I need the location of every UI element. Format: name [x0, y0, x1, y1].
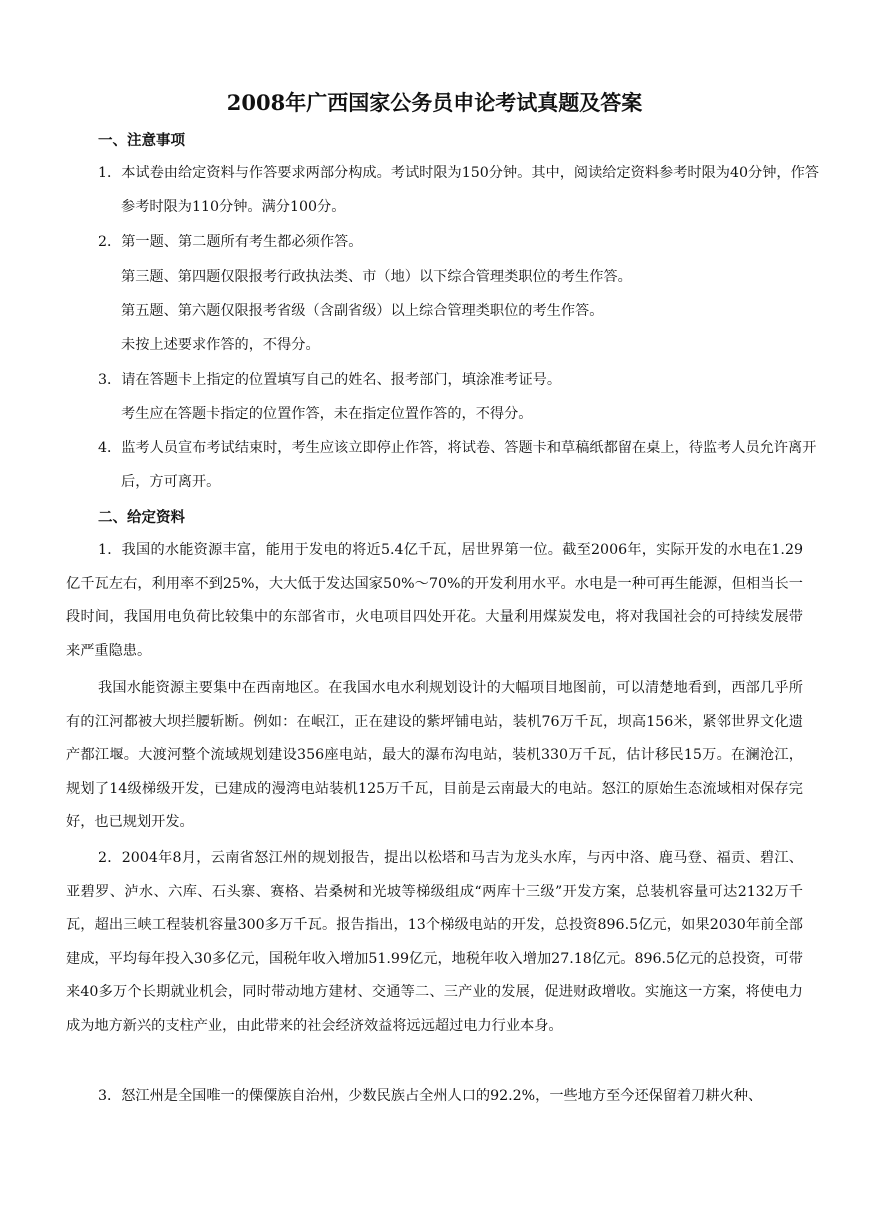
section-heading-notes: 一、注意事项 — [98, 132, 185, 149]
notes-item-2-sub-2: 第五题、第六题仅限报考省级（含副省级）以上综合管理类职位的考生作答。 — [121, 303, 604, 319]
notes-item-4: 4．监考人员宣布考试结束时，考生应该立即停止作答，将试卷、答题卡和草稿纸都留在桌上，待监考人员允许离开后，方可离开。 — [98, 440, 817, 490]
material-paragraph-4: 3．怒江州是全国唯一的傈僳族自治州，少数民族占全州人口的92.2%，一些地方至今还保留着刀耕火种、 — [98, 1088, 763, 1104]
material-paragraph-1: 1．我国的水能资源丰富，能用于发电的将近5.4亿千瓦，居世界第一位。截至2006年，实际开发的水电在1.29亿千瓦左右，利用率不到25%，大大低于发达国家50%～70%的开发利用水平。水电是一种可再生能源，但相当长一段时间，我国用电负荷比较集中的东部省市，火电项目四处开花。大量利用煤炭发电，将对我国社会的可持续发展带来严重隐患。 — [66, 542, 803, 659]
notes-item-2: 2．第一题、第二题所有考生都必须作答。 — [98, 234, 363, 250]
notes-item-2-sub-3: 未按上述要求作答的，不得分。 — [121, 337, 320, 353]
section-heading-materials: 二、给定资料 — [98, 509, 185, 526]
notes-item-3-sub-1: 考生应在答题卡指定的位置作答，未在指定位置作答的，不得分。 — [121, 406, 533, 422]
notes-item-2-sub-1: 第三题、第四题仅限报考行政执法类、市（地）以下综合管理类职位的考生作答。 — [121, 269, 632, 285]
material-paragraph-3: 2．2004年8月，云南省怒江州的规划报告，提出以松塔和马吉为龙头水库，与丙中洛、鹿马登、福贡、碧江、亚碧罗、泸水、六库、石头寨、赛格、岩桑树和光坡等梯级组成“两库十三级”开发方案，总装机容量可达2132万千瓦，超出三峡工程装机容量300多万千瓦。报告指出，13个梯级电站的开发，总投资896.5亿元，如果2030年前全部建成，平均每年投入30多亿元，国税年收入增加51.99亿元，地税年收入增加27.18亿元。896.5亿元的总投资，可带来40多万个长期就业机会，同时带动地方建材、交通等二、三产业的发展，促进财政增收。实施这一方案，将使电力成为地方新兴的支柱产业，由此带来的社会经济效益将远远超过电力行业本身。 — [66, 850, 803, 1034]
notes-item-1: 1．本试卷由给定资料与作答要求两部分构成。考试时限为150分钟。其中，阅读给定资料参考时限为40分钟，作答参考时限为110分钟。满分100分。 — [98, 165, 819, 215]
document-title: 2008年广西国家公务员申论考试真题及答案 — [226, 90, 643, 115]
notes-item-3: 3．请在答题卡上指定的位置填写自己的姓名、报考部门，填涂准考证号。 — [98, 372, 562, 388]
material-paragraph-2: 我国水能资源主要集中在西南地区。在我国水电水利规划设计的大幅项目地图前，可以清楚地看到，西部几乎所有的江河都被大坝拦腰斩断。例如：在岷江，正在建设的紫坪铺电站，装机76万千瓦，坝高156米，紧邻世界文化遗产都江堰。大渡河整个流域规划建设356座电站，最大的瀑布沟电站，装机330万千瓦，估计移民15万。在澜沧江，规划了14级梯级开发，已建成的漫湾电站装机125万千瓦，目前是云南最大的电站。怒江的原始生态流域相对保存完好，也已规划开发。 — [66, 680, 803, 830]
